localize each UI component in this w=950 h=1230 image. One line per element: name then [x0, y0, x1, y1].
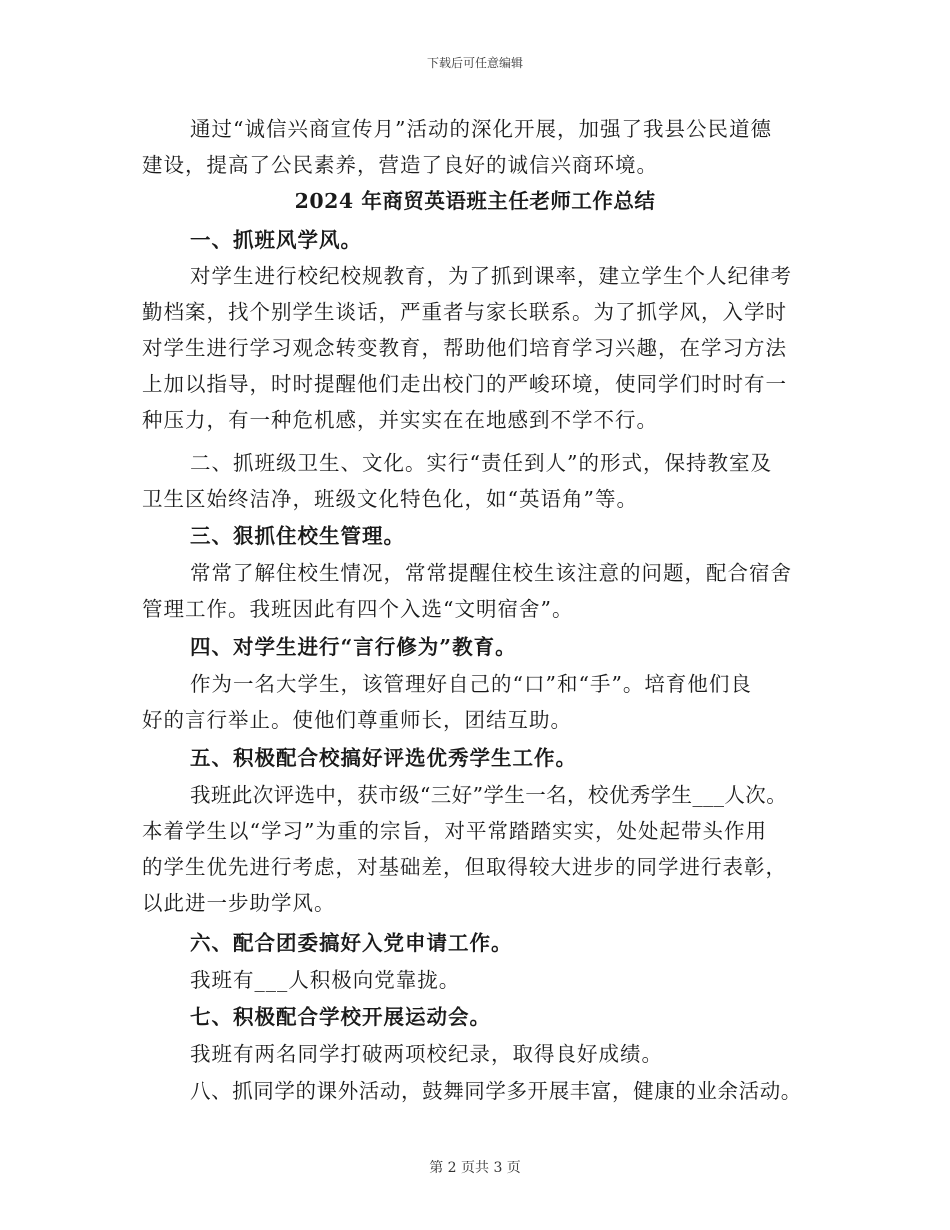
section-heading: 五、积极配合校搞好评选优秀学生工作。	[190, 746, 577, 770]
page-header: 下载后可任意编辑	[426, 56, 523, 70]
paragraph-line: 好的言行举止。使他们尊重师长，团结互助。	[142, 708, 572, 732]
section-heading: 三、狠抓住校生管理。	[190, 524, 405, 548]
section-heading: 四、对学生进行“言行修为”教育。	[190, 635, 517, 659]
section-heading: 一、抓班风学风。	[190, 228, 362, 252]
paragraph-line: 以此进一步助学风。	[142, 891, 336, 915]
paragraph-line: 管理工作。我班因此有四个入选“文明宿舍”。	[142, 597, 574, 621]
paragraph-line: 上加以指导，时时提醒他们走出校门的严峻环境，使同学们时时有一	[142, 372, 787, 396]
section-heading: 七、积极配合学校开展运动会。	[190, 1005, 491, 1029]
paragraph-line: 常常了解住校生情况，常常提醒住校生该注意的问题，配合宿舍	[190, 561, 792, 585]
paragraph-line: 我班此次评选中，获市级“三好”学生一名，校优秀学生___人次。	[190, 783, 788, 807]
section-heading: 六、配合团委搞好入党申请工作。	[190, 931, 513, 955]
paragraph-line: 建设，提高了公民素养，营造了良好的诚信兴商环境。	[142, 153, 658, 177]
paragraph-line: 作为一名大学生，该管理好自己的“口”和“手”。培育他们良	[190, 672, 752, 696]
paragraph-line: 我班有两名同学打破两项校纪录，取得良好成绩。	[190, 1042, 663, 1066]
paragraph-line: 本着学生以“学习”为重的宗旨，对平常踏踏实实，处处起带头作用	[142, 819, 767, 843]
paragraph-line: 通过“诚信兴商宣传月”活动的深化开展，加强了我县公民道德	[190, 117, 772, 141]
paragraph-line: 的学生优先进行考虑，对基础差，但取得较大进步的同学进行表彰，	[142, 855, 787, 879]
paragraph-line: 卫生区始终洁净，班级文化特色化，如“英语角”等。	[142, 487, 638, 511]
paragraph-line: 对学生进行学习观念转变教育，帮助他们培育学习兴趣，在学习方法	[142, 336, 787, 360]
page-footer: 第 2 页共 3 页	[429, 1160, 521, 1176]
paragraph-line: 八、抓同学的课外活动，鼓舞同学多开展丰富，健康的业余活动。	[190, 1079, 802, 1103]
paragraph-line: 二、抓班级卫生、文化。实行“责任到人”的形式，保持教室及	[190, 451, 772, 475]
paragraph-line: 种压力，有一种危机感，并实实在在地感到不学不行。	[142, 408, 658, 432]
paragraph-line: 我班有___人积极向党靠拢。	[190, 968, 461, 992]
paragraph-line: 对学生进行校纪校规教育，为了抓到课率，建立学生个人纪律考	[190, 264, 792, 288]
document-title: 2024 年商贸英语班主任老师工作总结	[294, 189, 656, 213]
paragraph-line: 勤档案，找个别学生谈话，严重者与家长联系。为了抓学风，入学时	[142, 300, 787, 324]
